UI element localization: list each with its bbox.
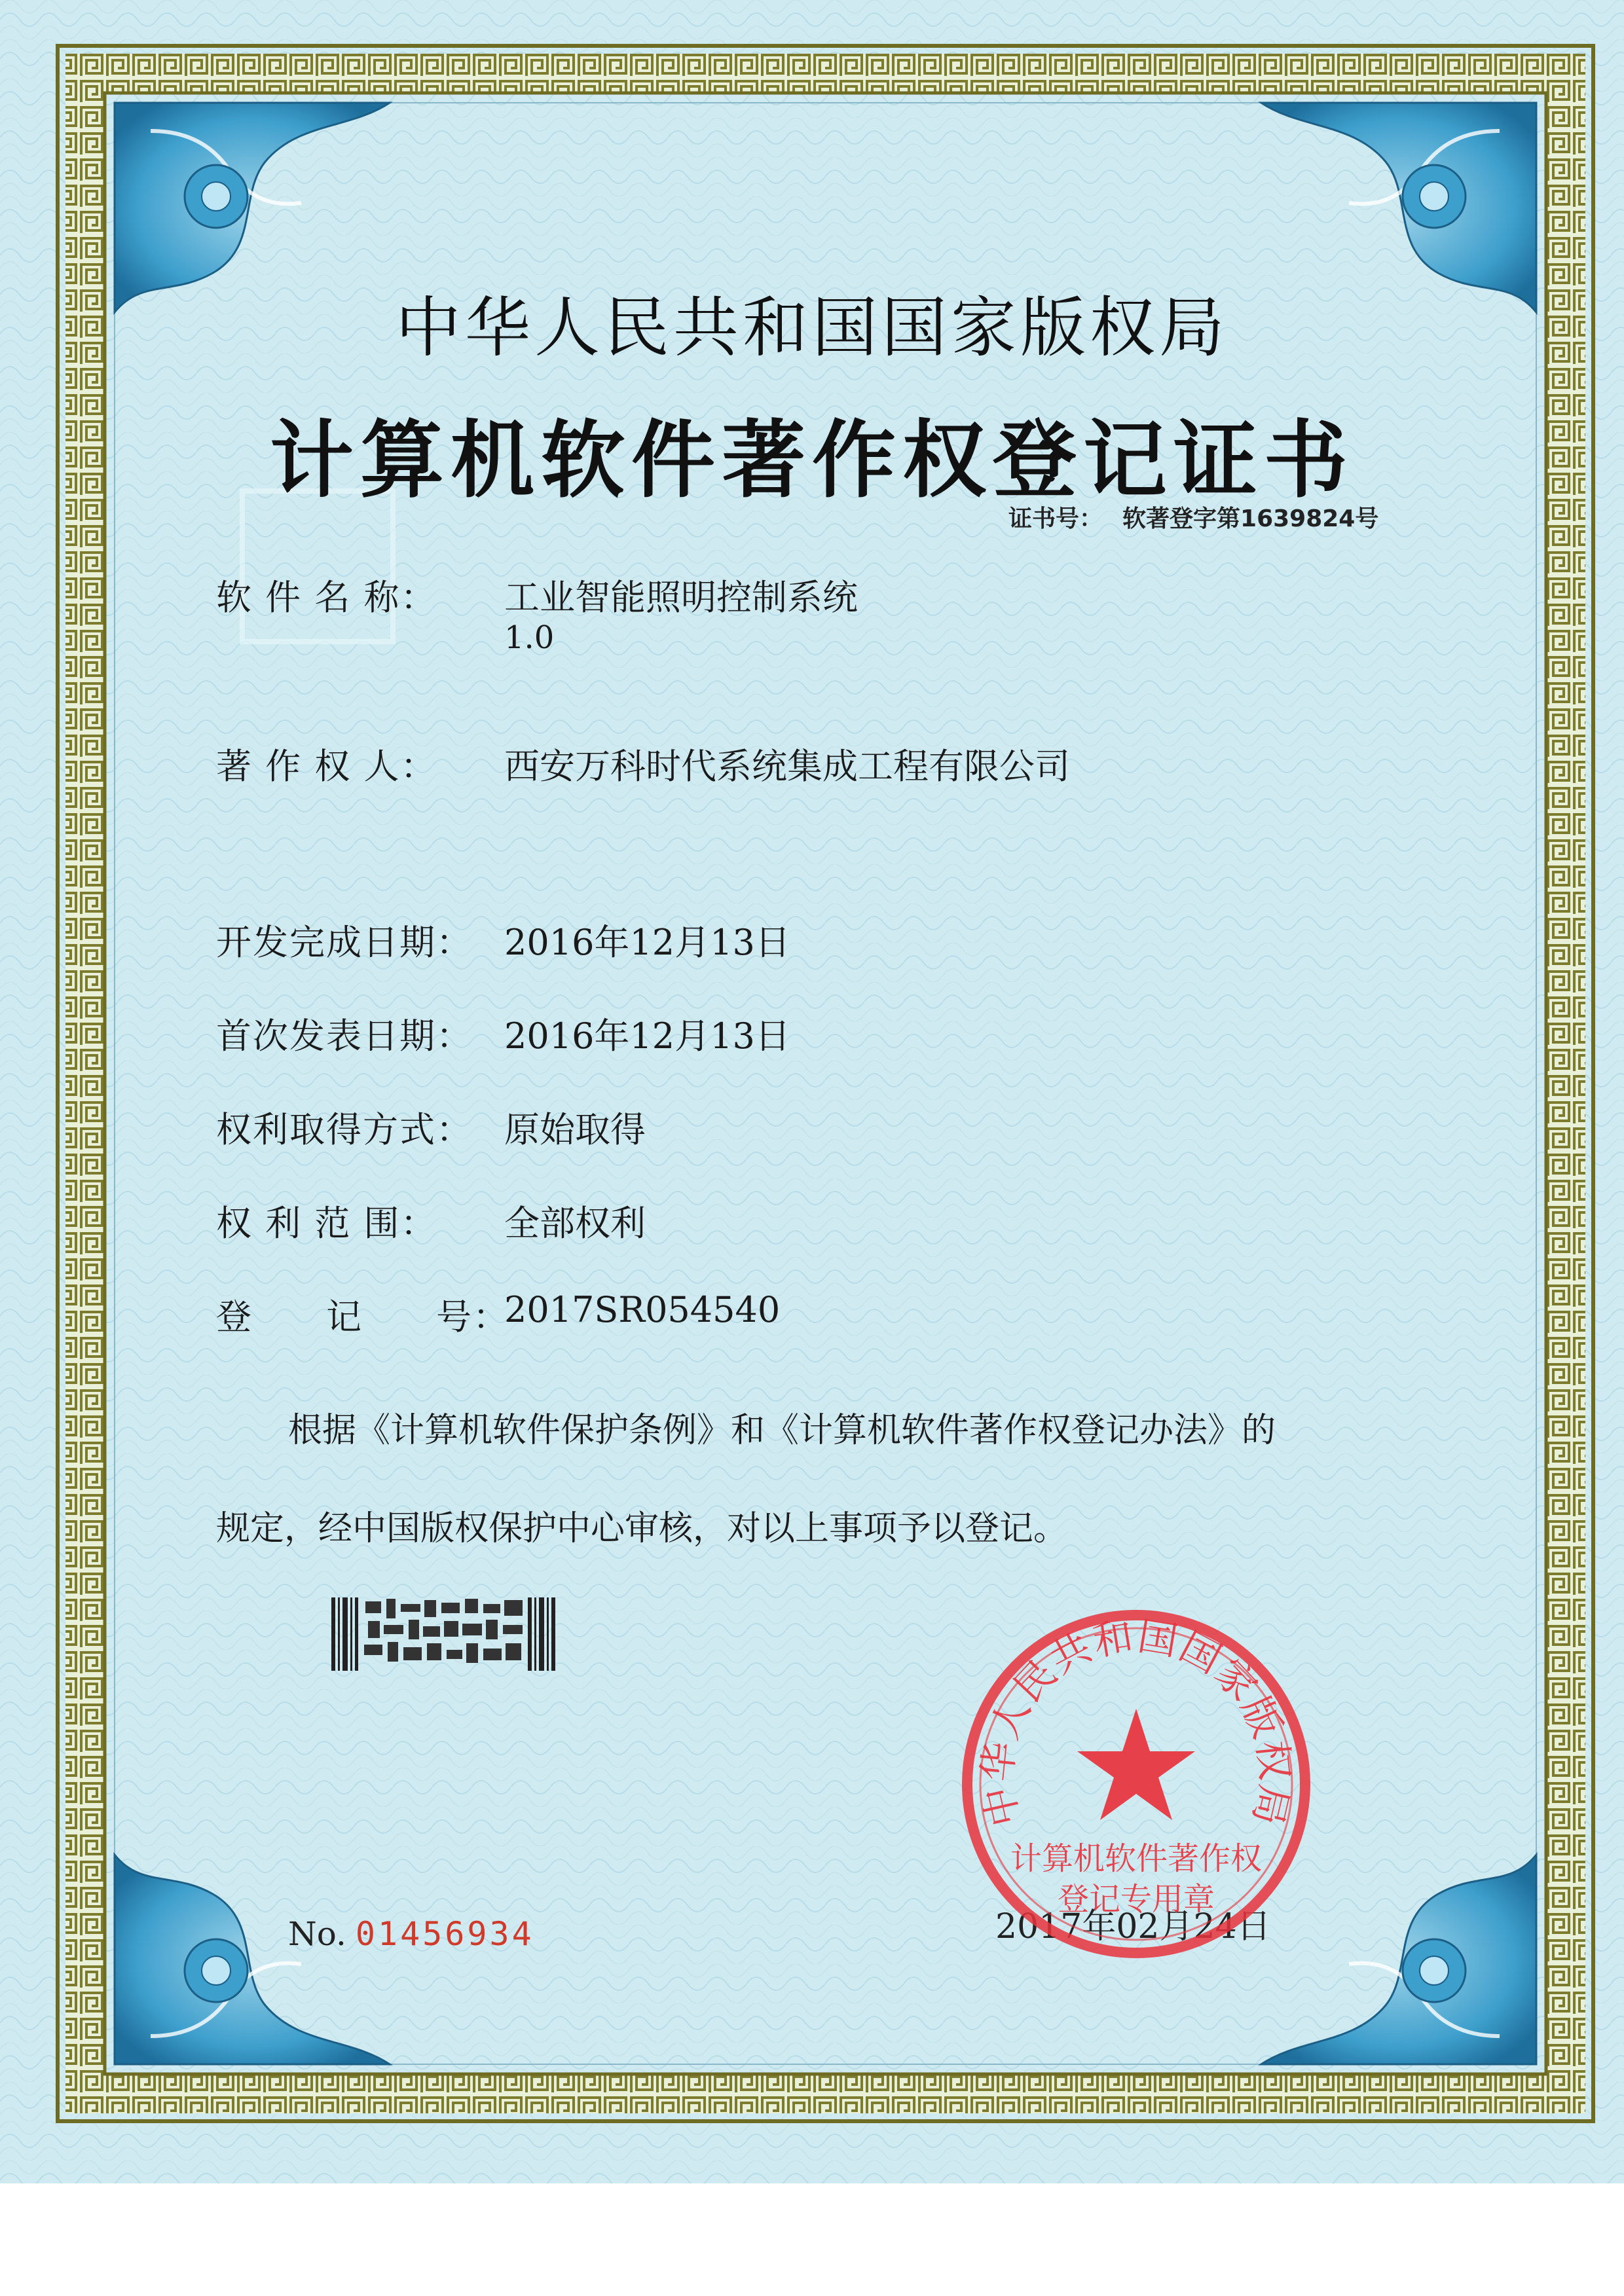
seal-star-icon <box>1077 1709 1195 1820</box>
statement-line: 规定，经中国版权保护中心审核，对以上事项予以登记。 <box>216 1509 1068 1548</box>
field-value: 全部权利 <box>504 1203 646 1244</box>
software-version: 1.0 <box>504 619 555 656</box>
certificate-number-value: 软著登字第1639824号 <box>1122 505 1379 532</box>
statement-line: 根据《计算机软件保护条例》和《计算机软件著作权登记办法》的 <box>288 1411 1276 1450</box>
field-label: 开发完成日期： <box>216 922 473 963</box>
official-seal <box>959 1607 1313 1961</box>
statement <box>216 1381 1447 1578</box>
issue-date: 2017年02月24日 <box>995 1907 1271 1946</box>
field-value: 西安万科时代系统集成工程有限公司 <box>504 746 1070 787</box>
seal-ring-text: 中华人民共和国国家版权局 <box>974 1613 1298 1831</box>
certificate-title: 计算机软件著作权登记证书 <box>269 411 1354 509</box>
field-value: 工业智能照明控制系统 <box>504 577 858 618</box>
field-label: 著 作 权 人： <box>216 746 437 787</box>
serial-value: 01456934 <box>355 1915 534 1953</box>
seal-inner-line2: 登记专用章 <box>1057 1881 1215 1918</box>
qr-barcode <box>331 1597 557 1671</box>
field-value: 2016年12月13日 <box>504 1015 790 1057</box>
issuing-authority: 中华人民共和国国家版权局 <box>396 289 1228 366</box>
seal-inner-line1: 计算机软件著作权 <box>1010 1840 1263 1877</box>
field-label: 权 利 范 围： <box>216 1203 437 1244</box>
page-margin <box>0 2183 1624 2296</box>
field-label: 权利取得方式： <box>216 1109 473 1150</box>
field-value: 原始取得 <box>504 1109 646 1150</box>
serial-label: No. <box>288 1915 346 1953</box>
field-label: 首次发表日期： <box>216 1015 473 1057</box>
certificate-number <box>1008 500 1398 534</box>
field-label: 软 件 名 称： <box>216 577 437 618</box>
field-value: 2016年12月13日 <box>504 922 790 963</box>
certificate-number-label: 证书号： <box>1008 505 1103 532</box>
field-value: 2017SR054540 <box>504 1289 781 1330</box>
serial-number <box>288 1915 534 1953</box>
field-label: 登 记 号： <box>216 1296 509 1338</box>
